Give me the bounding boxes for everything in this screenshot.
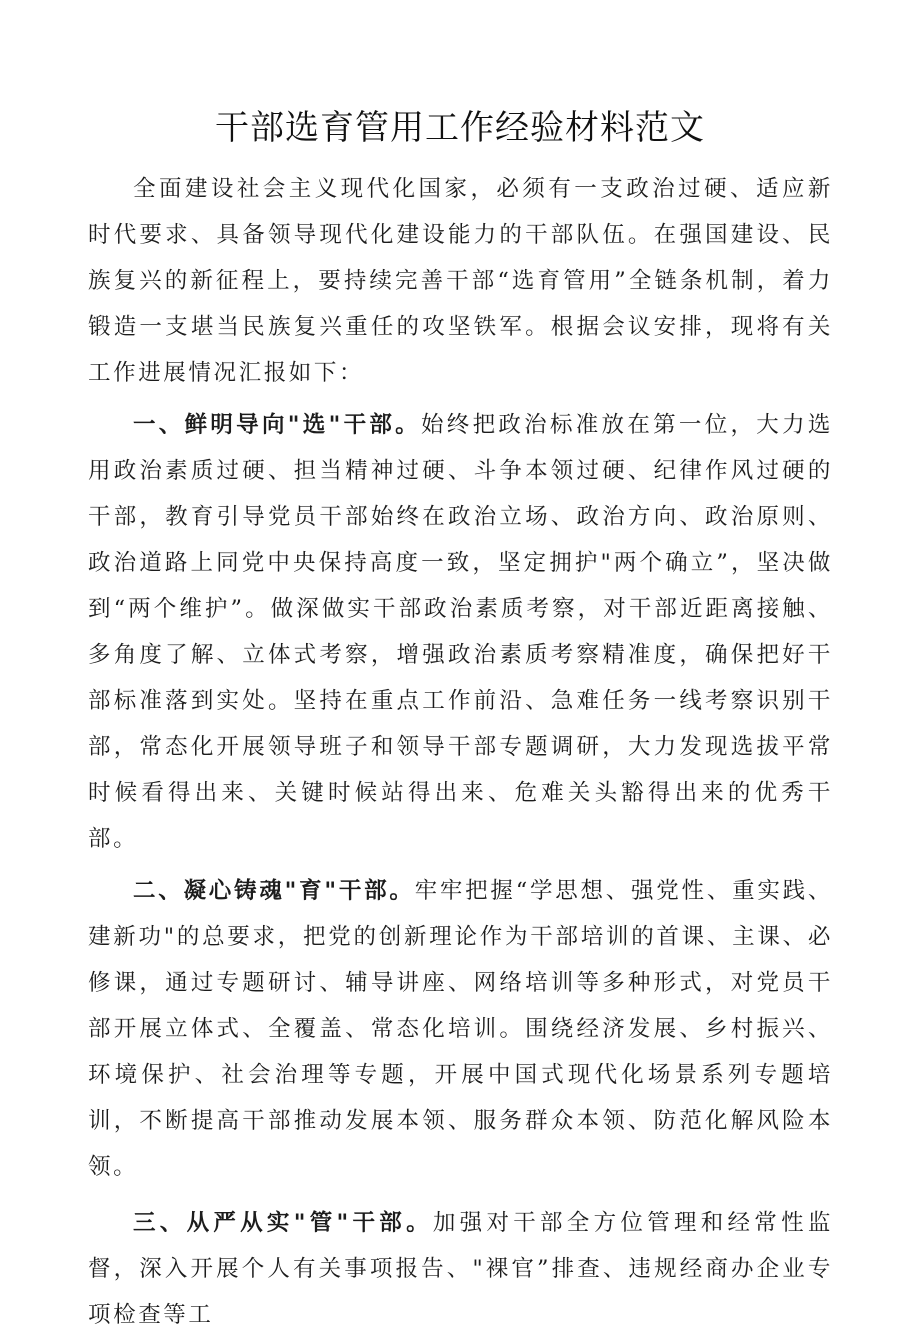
paragraph-text: 始终把政治标准放在第一位，大力选用政治素质过硬、担当精神过硬、斗争本领过硬、纪律作风过硬的干部，教育引导党员干部始终在政治立场、政治方向、政治原则、政治道路上同党中央保持高度一致，坚定拥护"两个确立”，坚决做到“两个维护”。做深做实干部政治素质考察，对干部近距离接触、多角度了解、立体式考察，增强政治素质考察精准度，确保把好干部标准落到实处。坚持在重点工作前沿、急难任务一线考察识别干部，常态化开展领导班子和领导干部专题调研，大力发现选拔平常时候看得出来、关键时候站得出来、危难关头豁得出来的优秀干部。 xyxy=(88,412,833,852)
intro-paragraph xyxy=(88,166,833,396)
section-heading-cultivate: 二、凝心铸魂"育"干部。 xyxy=(133,878,415,904)
section-heading-manage: 三、从严从实"管"干部。 xyxy=(133,1210,433,1236)
section-heading-select: 一、鲜明导向"选"干部。 xyxy=(133,412,421,438)
paragraph-text: 全面建设社会主义现代化国家，必须有一支政治过硬、适应新时代要求、具备领导现代化建设能力的干部队伍。在强国建设、民族复兴的新征程上，要持续完善干部“选育管用”全链条机制，着力锻造一支堪当民族复兴重任的攻坚铁军。根据会议安排，现将有关工作进展情况汇报如下： xyxy=(88,176,833,386)
paragraph-text: 加强对干部全方位管理和经常性监督，深入开展个人有关事项报告、"裸官”排查、违规经商办企业专项检查等工 xyxy=(88,1210,833,1328)
document-body xyxy=(88,166,833,1338)
section-paragraph-select xyxy=(88,402,833,862)
paragraph-text: 牢牢把握“学思想、强党性、重实践、建新功"的总要求，把党的创新理论作为干部培训的首课、主课、必修课，通过专题研讨、辅导讲座、网络培训等多种形式，对党员干部开展立体式、全覆盖、常态化培训。围绕经济发展、乡村振兴、环境保护、社会治理等专题，开展中国式现代化场景系列专题培训，不断提高干部推动发展本领、服务群众本领、防范化解风险本领。 xyxy=(88,878,833,1180)
section-paragraph-cultivate xyxy=(88,868,833,1190)
document-title: 干部选育管用工作经验材料范文 xyxy=(215,108,705,148)
section-paragraph-manage xyxy=(88,1200,833,1338)
